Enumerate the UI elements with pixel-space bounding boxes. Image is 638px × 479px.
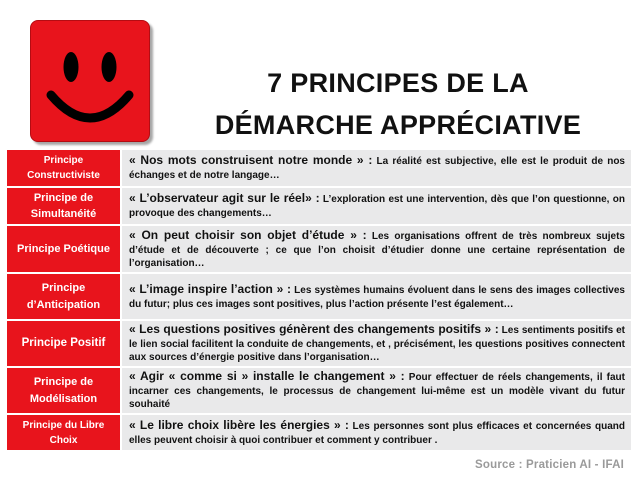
- principle-row: [7, 188, 631, 224]
- principle-description: [122, 321, 631, 366]
- title-line-1: 7 PRINCIPES DE LA: [267, 68, 529, 98]
- principle-body: Pour effectuer de réels changements, il faut incarner ces changements, le processus de changement lui-même est un modèle vivant du futur souhaité: [129, 372, 625, 411]
- principle-lead: « L’observateur agit sur le réel» :: [129, 191, 320, 206]
- title-line-2: DÉMARCHE APPRÉCIATIVE: [214, 110, 582, 140]
- principle-lead: « L’image inspire l’action » :: [129, 281, 291, 296]
- principle-label: Principe d’Anticipation: [7, 274, 120, 319]
- principle-label: Principe Constructiviste: [7, 150, 120, 186]
- principle-row: [7, 415, 631, 450]
- principle-description: [122, 226, 631, 272]
- principle-label: Principe Poétique: [7, 226, 120, 272]
- principle-lead: « Le libre choix libère les énergies » :: [129, 417, 349, 432]
- principle-body: Les sentiments positifs et le lien social facilitent la conduite de changements, et , précisément, les questions positives connectent aux sources d’énergie positive dans l’organisation…: [129, 325, 625, 364]
- principle-row: [7, 150, 631, 186]
- principle-body: Les personnes sont plus efficaces et concernées quand elles peuvent choisir à quoi contribuer et comment y contribuer .: [129, 420, 625, 446]
- principle-body: La réalité est subjective, elle est le produit de nos échanges et de notre langage…: [129, 156, 625, 182]
- principle-row: [7, 321, 631, 366]
- principle-description: [122, 368, 631, 413]
- principle-lead: « Les questions positives génèrent des changements positifs » :: [129, 322, 499, 337]
- principle-body: Les systèmes humains évoluent dans le sens des images collectives du futur; plus ces images sont positives, plus l’action présente l’est également…: [129, 284, 625, 310]
- principle-description: [122, 274, 631, 319]
- principle-label: Principe de Modélisation: [7, 368, 120, 413]
- principle-description: [122, 415, 631, 450]
- smiley-face-icon: [30, 20, 150, 142]
- principle-lead: « Nos mots construisent notre monde » :: [129, 153, 373, 168]
- principle-label: Principe Positif: [7, 321, 120, 366]
- principle-body: Les organisations offrent de très nombreux sujets d’étude et de découverte ; ce que l’on choisit d’étudier donne une certaine représentation de l’organisation…: [129, 230, 625, 269]
- principle-row: [7, 226, 631, 272]
- principle-lead: « Agir « comme si » installe le changement » :: [129, 369, 405, 384]
- principle-row: [7, 274, 631, 319]
- principle-row: [7, 368, 631, 413]
- page-title: [168, 62, 628, 146]
- principle-body: L’exploration est une intervention, dès que l’on questionne, on provoque des changements…: [129, 194, 625, 220]
- principle-description: [122, 188, 631, 224]
- principle-label: Principe du Libre Choix: [7, 415, 120, 450]
- source-credit: Source : Praticien AI - IFAI: [475, 459, 624, 471]
- principles-table: [7, 150, 631, 452]
- principle-description: [122, 150, 631, 186]
- principle-label: Principe de Simultanéité: [7, 188, 120, 224]
- principle-lead: « On peut choisir son objet d’étude » :: [129, 227, 367, 242]
